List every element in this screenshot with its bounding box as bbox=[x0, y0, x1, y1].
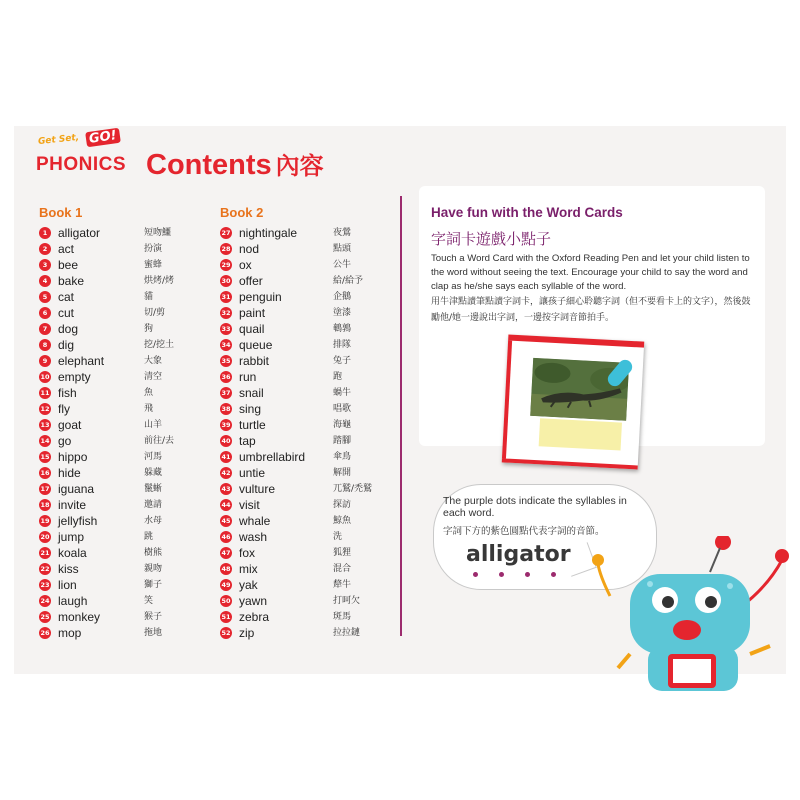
list-item bbox=[39, 417, 189, 433]
item-number-badge: 16 bbox=[40, 469, 50, 477]
book1-word-list bbox=[39, 225, 189, 641]
item-english-word: quail bbox=[239, 322, 265, 336]
list-item bbox=[39, 561, 189, 577]
item-chinese-word: 魚 bbox=[144, 388, 154, 398]
item-english-word: offer bbox=[239, 274, 263, 288]
contents-page bbox=[14, 126, 786, 674]
word-card-top-band bbox=[508, 335, 644, 348]
item-chinese-word: 躲藏 bbox=[144, 468, 163, 478]
syllable-dot bbox=[551, 572, 556, 577]
item-chinese-word: 洗 bbox=[333, 532, 343, 542]
item-english-word: snail bbox=[239, 386, 264, 400]
list-item bbox=[220, 369, 400, 385]
item-chinese-word: 飛 bbox=[144, 404, 154, 414]
item-number-badge: 44 bbox=[221, 501, 231, 509]
item-chinese-word: 獅子 bbox=[144, 580, 163, 590]
list-item bbox=[39, 433, 189, 449]
item-chinese-word: 兔子 bbox=[333, 356, 352, 366]
list-item bbox=[39, 401, 189, 417]
robot-mascot-illustration bbox=[590, 536, 800, 691]
item-chinese-word: 清空 bbox=[144, 372, 163, 382]
item-chinese-word: 扮演 bbox=[144, 244, 163, 254]
list-item bbox=[39, 273, 189, 289]
list-item bbox=[220, 497, 400, 513]
list-item bbox=[220, 577, 400, 593]
example-word: alligator bbox=[466, 542, 571, 567]
item-english-word: laugh bbox=[58, 594, 88, 608]
item-number-badge: 18 bbox=[40, 501, 50, 509]
list-item bbox=[220, 257, 400, 273]
item-number-badge: 9 bbox=[39, 355, 51, 367]
item-english-word: turtle bbox=[239, 418, 266, 432]
item-chinese-word: 唱歌 bbox=[333, 404, 352, 414]
item-chinese-word: 貓 bbox=[144, 292, 154, 302]
list-item bbox=[39, 513, 189, 529]
item-number-badge: 20 bbox=[40, 533, 50, 541]
book1-heading: Book 1 bbox=[39, 205, 83, 220]
item-chinese-word: 夜鶯 bbox=[333, 228, 352, 238]
item-number-badge: 15 bbox=[40, 453, 50, 461]
item-number-badge: 34 bbox=[221, 341, 231, 349]
item-english-word: yak bbox=[239, 578, 258, 592]
item-english-word: dog bbox=[58, 322, 79, 336]
list-item bbox=[220, 449, 400, 465]
item-chinese-word: 樹熊 bbox=[144, 548, 163, 558]
item-chinese-word: 蜜蜂 bbox=[144, 260, 163, 270]
item-chinese-word: 鯨魚 bbox=[333, 516, 352, 526]
item-english-word: cat bbox=[58, 290, 75, 304]
list-item bbox=[220, 417, 400, 433]
item-english-word: hippo bbox=[58, 450, 88, 464]
item-chinese-word: 混合 bbox=[333, 564, 352, 574]
item-chinese-word: 親吻 bbox=[144, 564, 163, 574]
item-number-badge: 28 bbox=[221, 245, 231, 253]
item-english-word: queue bbox=[239, 338, 273, 352]
item-english-word: dig bbox=[58, 338, 75, 352]
item-number-badge: 8 bbox=[39, 339, 51, 351]
item-chinese-word: 邀請 bbox=[144, 500, 163, 510]
list-item bbox=[39, 449, 189, 465]
syllable-dot bbox=[473, 572, 478, 577]
page-title-cn: 內容 bbox=[275, 153, 324, 180]
item-english-word: rabbit bbox=[239, 354, 270, 368]
syllable-dot bbox=[525, 572, 530, 577]
list-item bbox=[220, 529, 400, 545]
list-item bbox=[220, 241, 400, 257]
item-number-badge: 5 bbox=[39, 291, 51, 303]
list-item bbox=[39, 337, 189, 353]
item-chinese-word: 犛牛 bbox=[333, 580, 352, 590]
list-item bbox=[39, 497, 189, 513]
item-english-word: cut bbox=[58, 306, 75, 320]
item-english-word: iguana bbox=[58, 482, 95, 496]
item-number-badge: 13 bbox=[40, 421, 50, 429]
item-number-badge: 42 bbox=[221, 469, 231, 477]
item-chinese-word: 切/剪 bbox=[144, 308, 166, 318]
item-number-badge: 4 bbox=[39, 275, 51, 287]
item-english-word: untie bbox=[239, 466, 266, 480]
item-number-badge: 30 bbox=[221, 277, 231, 285]
item-english-word: nightingale bbox=[239, 226, 298, 240]
item-number-badge: 46 bbox=[221, 533, 231, 541]
item-number-badge: 41 bbox=[221, 453, 231, 461]
item-number-badge: 35 bbox=[221, 357, 231, 365]
item-english-word: whale bbox=[239, 514, 271, 528]
list-item bbox=[39, 305, 189, 321]
item-english-word: kiss bbox=[58, 562, 79, 576]
list-item bbox=[220, 401, 400, 417]
item-chinese-word: 鬣蜥 bbox=[144, 484, 163, 494]
item-english-word: bake bbox=[58, 274, 85, 288]
item-chinese-word: 拉拉鏈 bbox=[333, 628, 361, 638]
word-cards-instructions-cn: 用牛津點讀筆點讀字詞卡，讓孩子細心聆聽字詞（但不要看卡上的文字），然後鼓勵他/她一邊說出字詞，一邊按字詞音節拍手。 bbox=[431, 297, 751, 323]
item-number-badge: 31 bbox=[221, 293, 231, 301]
list-item bbox=[39, 353, 189, 369]
list-item bbox=[39, 593, 189, 609]
item-number-badge: 24 bbox=[40, 597, 50, 605]
item-number-badge: 19 bbox=[40, 517, 50, 525]
syllable-dot bbox=[499, 572, 504, 577]
item-english-word: monkey bbox=[58, 610, 101, 624]
list-item bbox=[39, 289, 189, 305]
item-number-badge: 40 bbox=[221, 437, 231, 445]
item-number-badge: 37 bbox=[221, 389, 231, 397]
list-item bbox=[39, 577, 189, 593]
item-chinese-word: 海龜 bbox=[333, 420, 352, 430]
item-number-badge: 48 bbox=[221, 565, 231, 573]
list-item bbox=[39, 241, 189, 257]
item-english-word: wash bbox=[239, 530, 268, 544]
item-english-word: run bbox=[239, 370, 257, 384]
item-chinese-word: 狗 bbox=[144, 324, 154, 334]
item-number-badge: 14 bbox=[40, 437, 50, 445]
item-number-badge: 21 bbox=[40, 549, 50, 557]
syllables-note-en: The purple dots indicate the syllables in each word. bbox=[443, 495, 627, 519]
item-number-badge: 52 bbox=[221, 629, 231, 637]
item-number-badge: 1 bbox=[39, 227, 51, 239]
list-item bbox=[39, 545, 189, 561]
syllables-note-cn: 字詞下方的紫色圓點代表字詞的音節。 bbox=[443, 526, 605, 537]
item-chinese-word: 排隊 bbox=[333, 340, 352, 350]
list-item bbox=[220, 561, 400, 577]
item-chinese-word: 鵪鶉 bbox=[333, 324, 352, 334]
item-english-word: vulture bbox=[239, 482, 276, 496]
word-cards-subtitle-cn: 字詞卡遊戲小點子 bbox=[431, 230, 552, 248]
item-english-word: alligator bbox=[58, 226, 101, 240]
word-card-side-band bbox=[502, 341, 512, 459]
item-chinese-word: 踏腳 bbox=[333, 436, 352, 446]
item-number-badge: 43 bbox=[221, 485, 231, 493]
item-number-badge: 12 bbox=[40, 405, 50, 413]
list-item bbox=[220, 337, 400, 353]
item-english-word: visit bbox=[239, 498, 260, 512]
list-item bbox=[220, 385, 400, 401]
item-number-badge: 11 bbox=[40, 389, 50, 397]
word-card-photo bbox=[502, 335, 645, 470]
item-chinese-word: 山羊 bbox=[144, 420, 163, 430]
item-number-badge: 23 bbox=[40, 581, 50, 589]
item-chinese-word: 猴子 bbox=[144, 612, 163, 622]
item-english-word: empty bbox=[58, 370, 91, 384]
item-number-badge: 50 bbox=[221, 597, 231, 605]
item-number-badge: 29 bbox=[221, 261, 231, 269]
item-number-badge: 38 bbox=[221, 405, 231, 413]
word-cards-title: Have fun with the Word Cards bbox=[431, 205, 623, 220]
list-item bbox=[39, 465, 189, 481]
book2-word-list bbox=[220, 225, 400, 641]
item-number-badge: 32 bbox=[221, 309, 231, 317]
word-card-bottom-band bbox=[502, 458, 638, 469]
item-number-badge: 25 bbox=[40, 613, 50, 621]
item-english-word: go bbox=[58, 434, 72, 448]
list-item bbox=[220, 433, 400, 449]
list-item bbox=[220, 225, 400, 241]
list-item bbox=[220, 273, 400, 289]
item-number-badge: 45 bbox=[221, 517, 231, 525]
item-chinese-word: 挖/挖土 bbox=[144, 340, 175, 350]
item-chinese-word: 解開 bbox=[333, 468, 352, 478]
item-number-badge: 49 bbox=[221, 581, 231, 589]
list-item bbox=[220, 353, 400, 369]
item-chinese-word: 跳 bbox=[144, 532, 154, 542]
logo-phonics-text: PHONICS bbox=[36, 154, 127, 175]
item-english-word: jellyfish bbox=[58, 514, 98, 528]
column-divider bbox=[400, 196, 402, 636]
item-number-badge: 33 bbox=[221, 325, 231, 333]
list-item bbox=[220, 321, 400, 337]
list-item bbox=[220, 305, 400, 321]
item-english-word: penguin bbox=[239, 290, 282, 304]
item-chinese-word: 企鵝 bbox=[333, 292, 352, 302]
item-chinese-word: 短吻鱷 bbox=[144, 228, 172, 238]
item-number-badge: 6 bbox=[39, 307, 51, 319]
item-english-word: sing bbox=[239, 402, 262, 416]
list-item bbox=[39, 257, 189, 273]
item-chinese-word: 前往/去 bbox=[144, 436, 175, 446]
item-english-word: mix bbox=[239, 562, 258, 576]
item-chinese-word: 探訪 bbox=[333, 500, 352, 510]
item-english-word: elephant bbox=[58, 354, 105, 368]
item-english-word: zip bbox=[239, 626, 255, 640]
list-item bbox=[220, 625, 400, 641]
list-item bbox=[39, 625, 189, 641]
item-english-word: invite bbox=[58, 498, 87, 512]
list-item bbox=[39, 529, 189, 545]
list-item bbox=[220, 289, 400, 305]
list-item bbox=[220, 481, 400, 497]
item-chinese-word: 傘鳥 bbox=[333, 452, 352, 462]
item-chinese-word: 跑 bbox=[333, 372, 343, 382]
item-number-badge: 2 bbox=[39, 243, 51, 255]
list-item bbox=[39, 225, 189, 241]
page-title-en: Contents bbox=[146, 149, 272, 181]
item-english-word: paint bbox=[239, 306, 266, 320]
list-item bbox=[39, 369, 189, 385]
item-number-badge: 22 bbox=[40, 565, 50, 573]
item-english-word: mop bbox=[58, 626, 82, 640]
item-chinese-word: 點頭 bbox=[333, 244, 352, 254]
list-item bbox=[39, 321, 189, 337]
item-english-word: fish bbox=[58, 386, 77, 400]
item-english-word: fly bbox=[58, 402, 70, 416]
item-english-word: lion bbox=[58, 578, 77, 592]
item-english-word: ox bbox=[239, 258, 252, 272]
item-english-word: jump bbox=[58, 530, 85, 544]
get-set-go-phonics-logo bbox=[36, 128, 132, 182]
sticky-note-image bbox=[539, 418, 622, 450]
item-number-badge: 10 bbox=[40, 373, 50, 381]
logo-go-badge: GO! bbox=[85, 128, 120, 148]
item-number-badge: 36 bbox=[221, 373, 231, 381]
item-english-word: hide bbox=[58, 466, 81, 480]
item-chinese-word: 打呵欠 bbox=[333, 596, 361, 606]
item-english-word: bee bbox=[58, 258, 79, 272]
item-english-word: goat bbox=[58, 418, 82, 432]
list-item bbox=[39, 385, 189, 401]
list-item bbox=[39, 609, 189, 625]
item-number-badge: 3 bbox=[39, 259, 51, 271]
item-chinese-word: 斑馬 bbox=[333, 612, 352, 622]
list-item bbox=[220, 513, 400, 529]
word-cards-instructions-en: Touch a Word Card with the Oxford Reading Pen and let your child listen to the word without seeing the text. Encourage your child to say the word and clap as he/she says each syllable of the word. bbox=[431, 253, 750, 292]
item-english-word: koala bbox=[58, 546, 87, 560]
logo-get-set-text: Get Set, bbox=[37, 132, 80, 148]
item-number-badge: 17 bbox=[40, 485, 50, 493]
page-title bbox=[146, 146, 324, 182]
item-chinese-word: 笑 bbox=[144, 596, 154, 606]
item-chinese-word: 大象 bbox=[144, 356, 163, 366]
item-number-badge: 51 bbox=[221, 613, 231, 621]
item-chinese-word: 蝸牛 bbox=[333, 388, 352, 398]
item-chinese-word: 兀鷲/禿鷲 bbox=[333, 484, 373, 494]
item-chinese-word: 水母 bbox=[144, 516, 163, 526]
item-number-badge: 47 bbox=[221, 549, 231, 557]
item-english-word: yawn bbox=[239, 594, 268, 608]
item-english-word: nod bbox=[239, 242, 260, 256]
item-chinese-word: 河馬 bbox=[144, 452, 163, 462]
list-item bbox=[39, 481, 189, 497]
item-number-badge: 39 bbox=[221, 421, 231, 429]
item-english-word: fox bbox=[239, 546, 256, 560]
list-item bbox=[220, 593, 400, 609]
list-item bbox=[220, 545, 400, 561]
book2-heading: Book 2 bbox=[220, 205, 264, 220]
list-item bbox=[220, 465, 400, 481]
item-chinese-word: 公牛 bbox=[333, 260, 352, 270]
item-chinese-word: 狐狸 bbox=[333, 548, 352, 558]
item-number-badge: 7 bbox=[39, 323, 51, 335]
item-english-word: umbrellabird bbox=[239, 450, 306, 464]
item-chinese-word: 烘烤/烤 bbox=[144, 276, 175, 286]
item-number-badge: 27 bbox=[221, 229, 231, 237]
item-english-word: tap bbox=[239, 434, 256, 448]
item-english-word: act bbox=[58, 242, 75, 256]
item-number-badge: 26 bbox=[40, 629, 50, 637]
item-english-word: zebra bbox=[239, 610, 270, 624]
item-chinese-word: 給/給予 bbox=[333, 276, 364, 286]
word-cards-tip-card bbox=[419, 186, 765, 446]
item-chinese-word: 塗漆 bbox=[333, 308, 352, 318]
list-item bbox=[220, 609, 400, 625]
item-chinese-word: 拖地 bbox=[144, 628, 163, 638]
